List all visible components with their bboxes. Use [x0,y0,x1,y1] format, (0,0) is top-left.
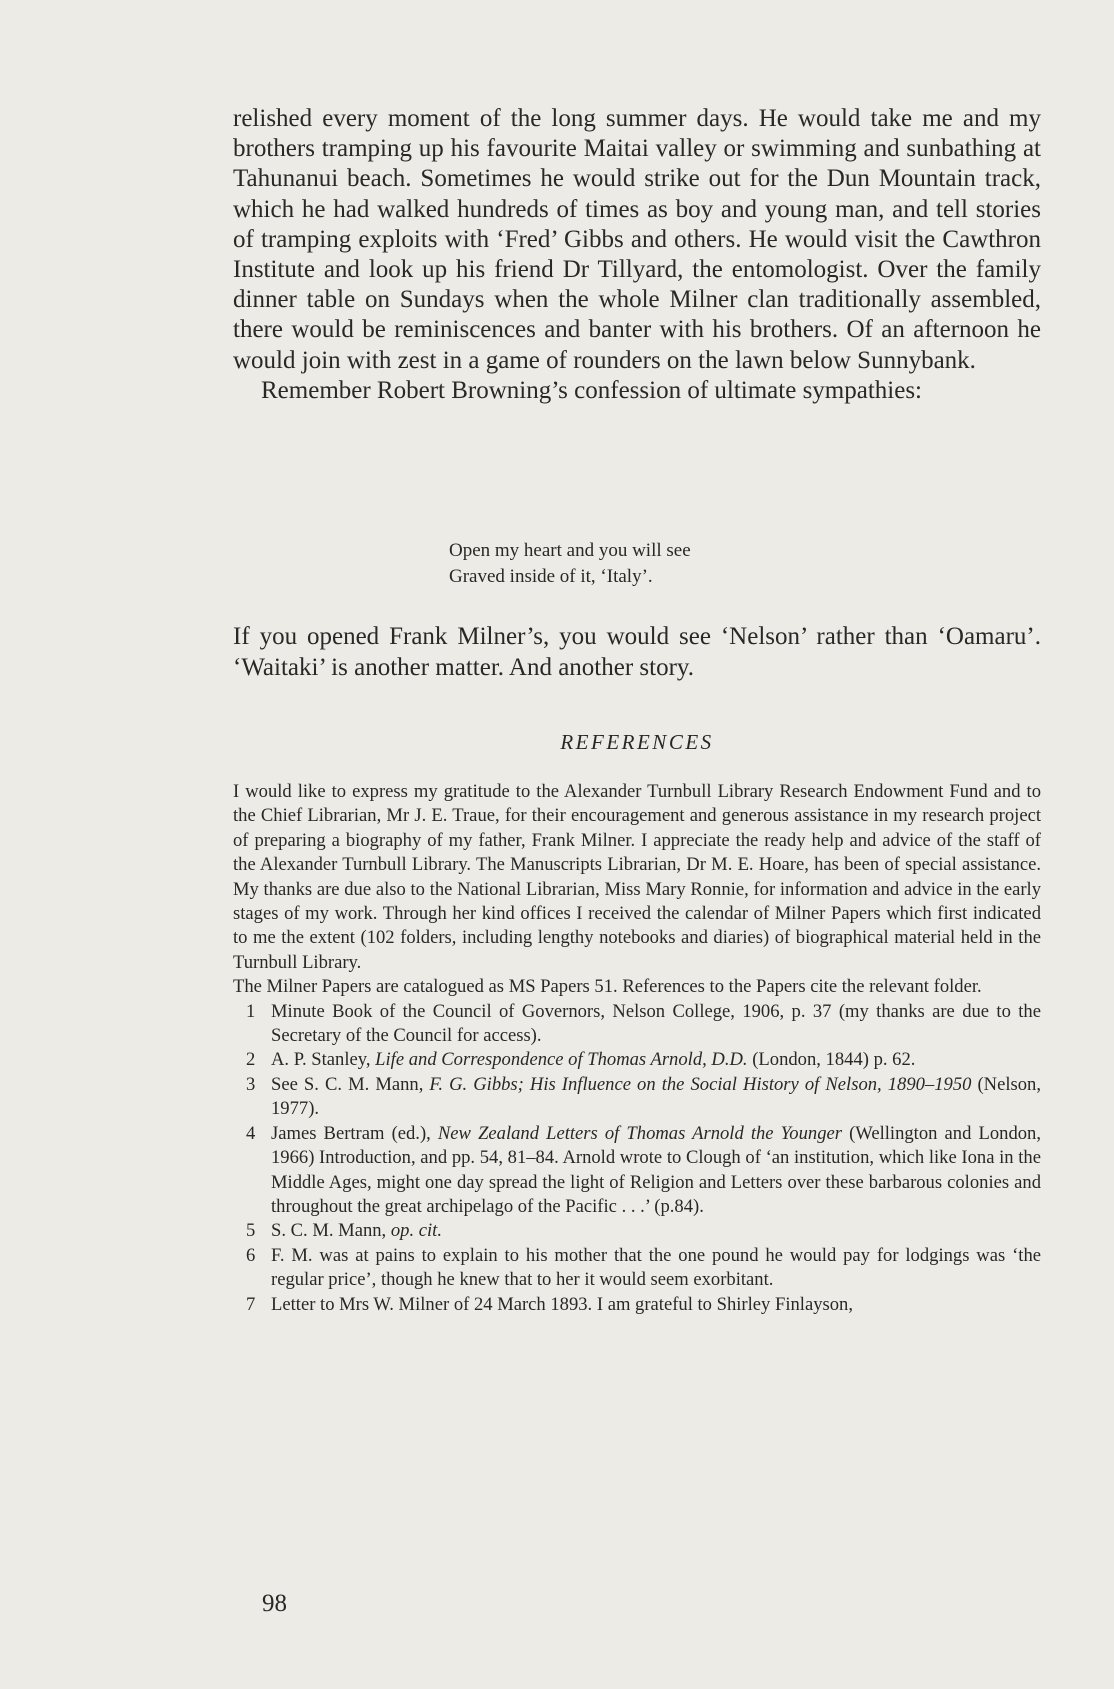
note-text: (London, 1844) p. 62. [747,1049,916,1071]
note-text: James Bertram (ed.), [271,1122,438,1144]
note-number: 6 [246,1244,256,1266]
reference-note [233,1073,1041,1122]
references-heading: REFERENCES [560,730,714,754]
note-number: 3 [246,1073,256,1095]
note-title-italic: F. G. Gibbs; His Influence on the Social History of Nelson, 1890–1950 [429,1073,972,1095]
page-number: 98 [262,1590,287,1617]
verse-quotation [449,538,691,590]
verse-line: Open my heart and you will see [449,540,691,561]
body-paragraph: relished every moment of the long summer days. He would take me and my brothers tramping up his favourite Maitai valley or swimming and sunbathing at Tahunanui beach. Sometimes he would strike out for the Dun Mountain track, which he had walked hundreds of times as boy and young man, and tell stories of tramping exploits with ‘Fred’ Gibbs and others. He would visit the Cawthron Institute and look up his friend Dr Tillyard, the entomologist. Over the family dinner table on Sundays when the whole Milner clan traditionally assembled, there would be reminiscences and banter with his brothers. Of an afternoon he would join with zest in a game of rounders on the lawn below Sunnybank. [233,105,1041,374]
acknowledgement-paragraph: I would like to express my gratitude to the Alexander Turnbull Library Research Endowment Fund and to the Chief Librarian, Mr J. E. Traue, for their encouragement and generous assistance in my research project of preparing a biography of my father, Frank Milner. I appreciate the ready help and advice of the staff of the Alexander Turnbull Library. The Manuscripts Librarian, Dr M. E. Hoare, has been of special assistance. My thanks are due also to the National Librarian, Miss Mary Ronnie, for information and advice in the early stages of my work. Through her kind offices I received the calendar of Milner Papers which first indicated to me the extent (102 folders, including lengthy notebooks and diaries) of biographical material held in the Turnbull Library. [233,781,1041,973]
body-text [233,104,1041,406]
body-paragraph: Remember Robert Browning’s confession of ultimate sympathies: [261,376,922,404]
verse-line: Graved inside of it, ‘Italy’. [449,566,653,587]
note-number: 7 [246,1293,256,1315]
note-title-italic: op. cit. [390,1220,442,1242]
note-text: (Nelson, 1977). [271,1073,1042,1120]
notes-list [233,1000,1041,1317]
note-text: A. P. Stanley, [271,1049,376,1071]
references-section [233,780,1041,1317]
reference-note [233,1293,1041,1317]
closing-paragraph: If you opened Frank Milner’s, you would see ‘Nelson’ rather than ‘Oamaru’. ‘Waitaki’ is another matter. And another story. [233,623,1041,681]
reference-note [233,1122,1041,1220]
catalogue-note: The Milner Papers are catalogued as MS Papers 51. References to the Papers cite the relevant folder. [233,976,982,998]
note-number: 1 [246,1000,256,1022]
reference-note [233,1219,1041,1243]
note-number: 5 [246,1220,256,1242]
note-title-italic: Life and Correspondence of Thomas Arnold, D.D. [375,1049,748,1071]
note-number: 2 [246,1049,256,1071]
note-number: 4 [246,1122,256,1144]
reference-note [233,1244,1041,1293]
note-text: Minute Book of the Council of Governors, Nelson College, 1906, p. 37 (my thanks are due to the Secretary of the Council for access). [271,1000,1041,1047]
note-text: Letter to Mrs W. Milner of 24 March 1893. I am grateful to Shirley Finlayson, [271,1293,853,1315]
note-text: See S. C. M. Mann, [271,1073,430,1095]
note-text: F. M. was at pains to explain to his mother that the one pound he would pay for lodgings was ‘the regular price’, though he knew that to her it would seem exorbitant. [271,1244,1041,1291]
reference-note [233,1000,1041,1049]
note-text: (Wellington and London, 1966) Introduction, and pp. 54, 81–84. Arnold wrote to Clough of ‘an institution, which like Iona in the Middle Ages, might one day spread the light of Religion and Letters over these barbarous colonies and throughout the great archipelago of the Pacific . . .’ (p.84). [271,1122,1041,1217]
note-title-italic: New Zealand Letters of Thomas Arnold the Younger [437,1122,842,1144]
note-text: S. C. M. Mann, [271,1220,391,1242]
reference-note [233,1048,1041,1072]
